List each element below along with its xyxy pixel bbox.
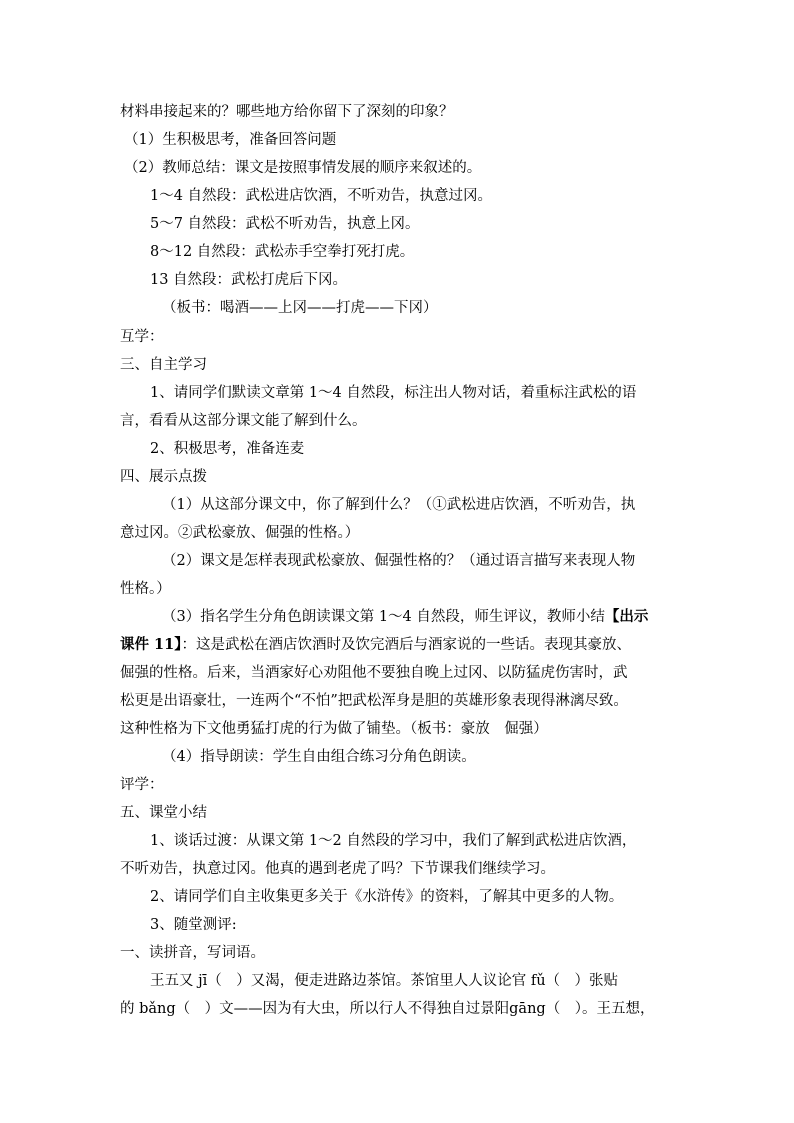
text-line: 倔强的性格。后来，当酒家好心劝阻他不要独自晚上过冈、以防猛虎伤害时，武 xyxy=(120,665,628,681)
section-heading: 五、课堂小结 xyxy=(120,805,207,821)
text-line: 的 bǎng（ ）文——因为有大虫，所以行人不得独自过景阳gāng（ ）。王五想， xyxy=(120,1001,655,1017)
text-line: 王五又 jī（ ）又渴，便走进路边茶馆。茶馆里人人议论官 fǔ（ ）张贴 xyxy=(150,973,619,989)
text-line: 性格。） xyxy=(120,581,171,597)
text-line: （1）从这部分课文中，你了解到什么？（①武松进店饮酒，不听劝告，执 xyxy=(162,497,636,513)
section-label: 互学： xyxy=(120,329,164,345)
courseware-tag: 课件 11】 xyxy=(120,636,182,653)
text-line: 材料串接起来的？哪些地方给你留下了深刻的印象？ xyxy=(120,104,454,120)
text-line: （2）教师总结：课文是按照事情发展的顺序来叙述的。 xyxy=(124,160,482,176)
text-line: 2、积极思考，准备连麦 xyxy=(150,441,305,457)
text-line: 1～4 自然段：武松进店饮酒，不听劝告，执意过冈。 xyxy=(150,188,493,204)
section-heading: 三、自主学习 xyxy=(120,357,207,373)
text-line: 2、请同学们自主收集更多关于《水浒传》的资料，了解其中更多的人物。 xyxy=(150,889,624,905)
text-line: 8～12 自然段：武松赤手空拳打死打虎。 xyxy=(150,244,415,260)
text-line xyxy=(120,635,631,655)
text-segment: （3）指名学生分角色朗读课文第 1～4 自然段，师生评议，教师小结 xyxy=(162,609,605,625)
text-line: 3、随堂测评: xyxy=(150,917,237,933)
text-line xyxy=(162,607,648,627)
text-line: （1）生积极思考，准备回答问题 xyxy=(124,132,337,148)
section-heading: 四、展示点拨 xyxy=(120,469,207,485)
section-label: 评学： xyxy=(120,777,164,793)
text-line: （2）课文是怎样表现武松豪放、倔强性格的？（通过语言描写来表现人物 xyxy=(162,553,636,569)
text-line: 13 自然段：武松打虎后下冈。 xyxy=(150,272,348,288)
text-line: 松更是出语豪壮，一连两个“不怕”把武松浑身是胆的英雄形象表现得淋漓尽致。 xyxy=(120,693,628,709)
text-line: 言，看看从这部分课文能了解到什么。 xyxy=(120,413,367,429)
text-line: 意过冈。②武松豪放、倔强的性格。） xyxy=(120,525,360,541)
text-segment: ：这是武松在酒店饮酒时及饮完酒后与酒家说的一些话。表现其豪放、 xyxy=(181,637,631,653)
text-line: 5～7 自然段：武松不听劝告，执意上冈。 xyxy=(150,216,420,232)
section-heading: 一、读拼音，写词语。 xyxy=(120,945,265,961)
courseware-tag: 【出示 xyxy=(604,608,649,625)
text-line: 1、谈话过渡：从课文第 1～2 自然段的学习中，我们了解到武松进店饮酒， xyxy=(150,833,637,849)
text-line: （4）指导朗读：学生自由组合练习分角色朗读。 xyxy=(162,749,476,765)
text-line: 1、请同学们默读文章第 1～4 自然段，标注出人物对话，着重标注武松的语 xyxy=(150,385,637,401)
text-line: （板书：喝酒——上冈——打虎——下冈） xyxy=(162,300,438,316)
text-line: 不听劝告，执意过冈。他真的遇到老虎了吗？下节课我们继续学习。 xyxy=(120,861,555,877)
text-line: 这种性格为下文他勇猛打虎的行为做了铺垫。（板书：豪放 倔强） xyxy=(120,721,548,737)
